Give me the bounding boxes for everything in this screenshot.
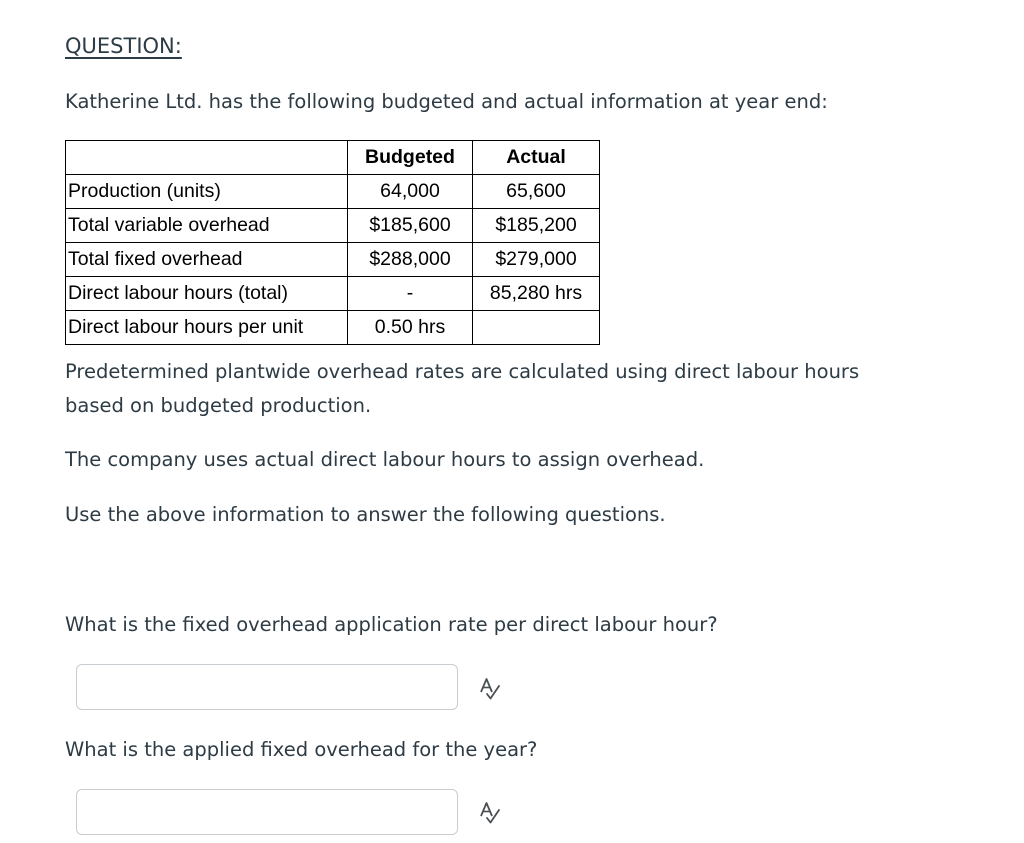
row-label: Direct labour hours (total) bbox=[66, 277, 348, 311]
question-1-text: What is the fixed overhead application rate per direct labour hour? bbox=[65, 613, 718, 636]
actual-value: $185,200 bbox=[473, 209, 600, 243]
table-row bbox=[66, 311, 600, 345]
budgeted-value: 64,000 bbox=[348, 175, 473, 209]
table-row bbox=[66, 277, 600, 311]
row-label: Production (units) bbox=[66, 175, 348, 209]
company-text: The company uses actual direct labour hours to assign overhead. bbox=[65, 448, 705, 471]
instructions-text: Use the above information to answer the following questions. bbox=[65, 503, 666, 526]
actual-value: $279,000 bbox=[473, 243, 600, 277]
answer-1-input[interactable] bbox=[76, 664, 458, 710]
table-row bbox=[66, 243, 600, 277]
intro-text: Katherine Ltd. has the following budgeted and actual information at year end: bbox=[65, 90, 828, 113]
table-header-row bbox=[66, 141, 600, 175]
answer-2-input[interactable] bbox=[76, 789, 458, 835]
row-label: Direct labour hours per unit bbox=[66, 311, 348, 345]
question-heading: QUESTION: bbox=[65, 34, 182, 58]
table-header-blank bbox=[66, 141, 348, 175]
equation-editor-icon[interactable] bbox=[477, 675, 503, 701]
budgeted-value: $185,600 bbox=[348, 209, 473, 243]
table-header-actual: Actual bbox=[473, 141, 600, 175]
row-label: Total variable overhead bbox=[66, 209, 348, 243]
budgeted-value: 0.50 hrs bbox=[348, 311, 473, 345]
info-table bbox=[65, 140, 600, 345]
equation-editor-icon[interactable] bbox=[477, 799, 503, 825]
row-label: Total fixed overhead bbox=[66, 243, 348, 277]
actual-value bbox=[473, 311, 600, 345]
question-2-text: What is the applied fixed overhead for the year? bbox=[65, 738, 538, 761]
table-header-budgeted: Budgeted bbox=[348, 141, 473, 175]
predetermined-rate-text: Predetermined plantwide overhead rates are calculated using direct labour hours based on budgeted production. bbox=[65, 360, 860, 417]
budgeted-value: $288,000 bbox=[348, 243, 473, 277]
budgeted-value: - bbox=[348, 277, 473, 311]
table-row bbox=[66, 175, 600, 209]
actual-value: 65,600 bbox=[473, 175, 600, 209]
actual-value: 85,280 hrs bbox=[473, 277, 600, 311]
table-row bbox=[66, 209, 600, 243]
